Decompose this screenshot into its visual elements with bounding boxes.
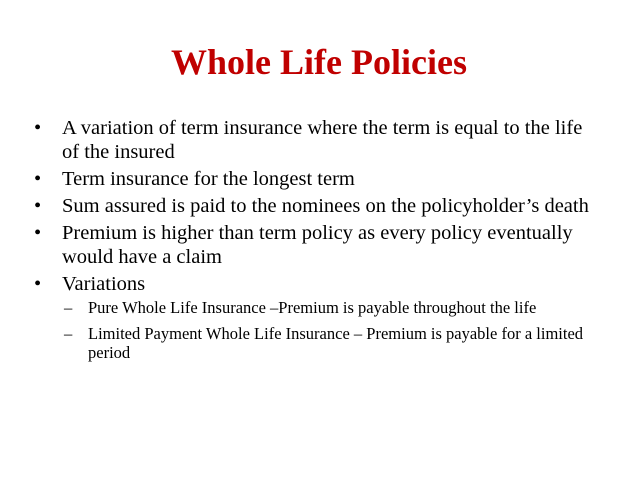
bullet-text: Term insurance for the longest term (62, 168, 355, 190)
sub-bullet-text: Pure Whole Life Insurance –Premium is payable throughout the life (88, 298, 537, 317)
sub-bullet-marker: – (64, 323, 73, 343)
sub-bullet-item (64, 298, 604, 318)
bullet-marker: • (34, 273, 42, 295)
bullet-text: Premium is higher than term policy as every policy eventually would have a claim (62, 222, 573, 268)
bullet-text: A variation of term insurance where the term is equal to the life of the insured (62, 117, 583, 163)
bullet-item (34, 194, 604, 218)
slide-title: Whole Life Policies (171, 42, 467, 82)
bullet-item (34, 272, 604, 363)
bullet-item (34, 167, 604, 191)
bullet-item (34, 116, 604, 164)
bullet-text: Sum assured is paid to the nominees on the policyholder’s death (62, 195, 589, 217)
sub-bullet-list (62, 298, 604, 363)
bullet-marker: • (34, 222, 42, 244)
bullet-list (34, 116, 604, 369)
sub-bullet-item (64, 324, 604, 363)
bullet-marker: • (34, 168, 42, 190)
sub-bullet-marker: – (64, 298, 73, 317)
bullet-marker: • (34, 117, 42, 139)
bullet-marker: • (34, 195, 42, 217)
bullet-text: Variations (62, 273, 146, 295)
bullet-item (34, 221, 604, 269)
sub-bullet-text: Limited Payment Whole Life Insurance – Premium is payable for a limited period (88, 323, 584, 362)
